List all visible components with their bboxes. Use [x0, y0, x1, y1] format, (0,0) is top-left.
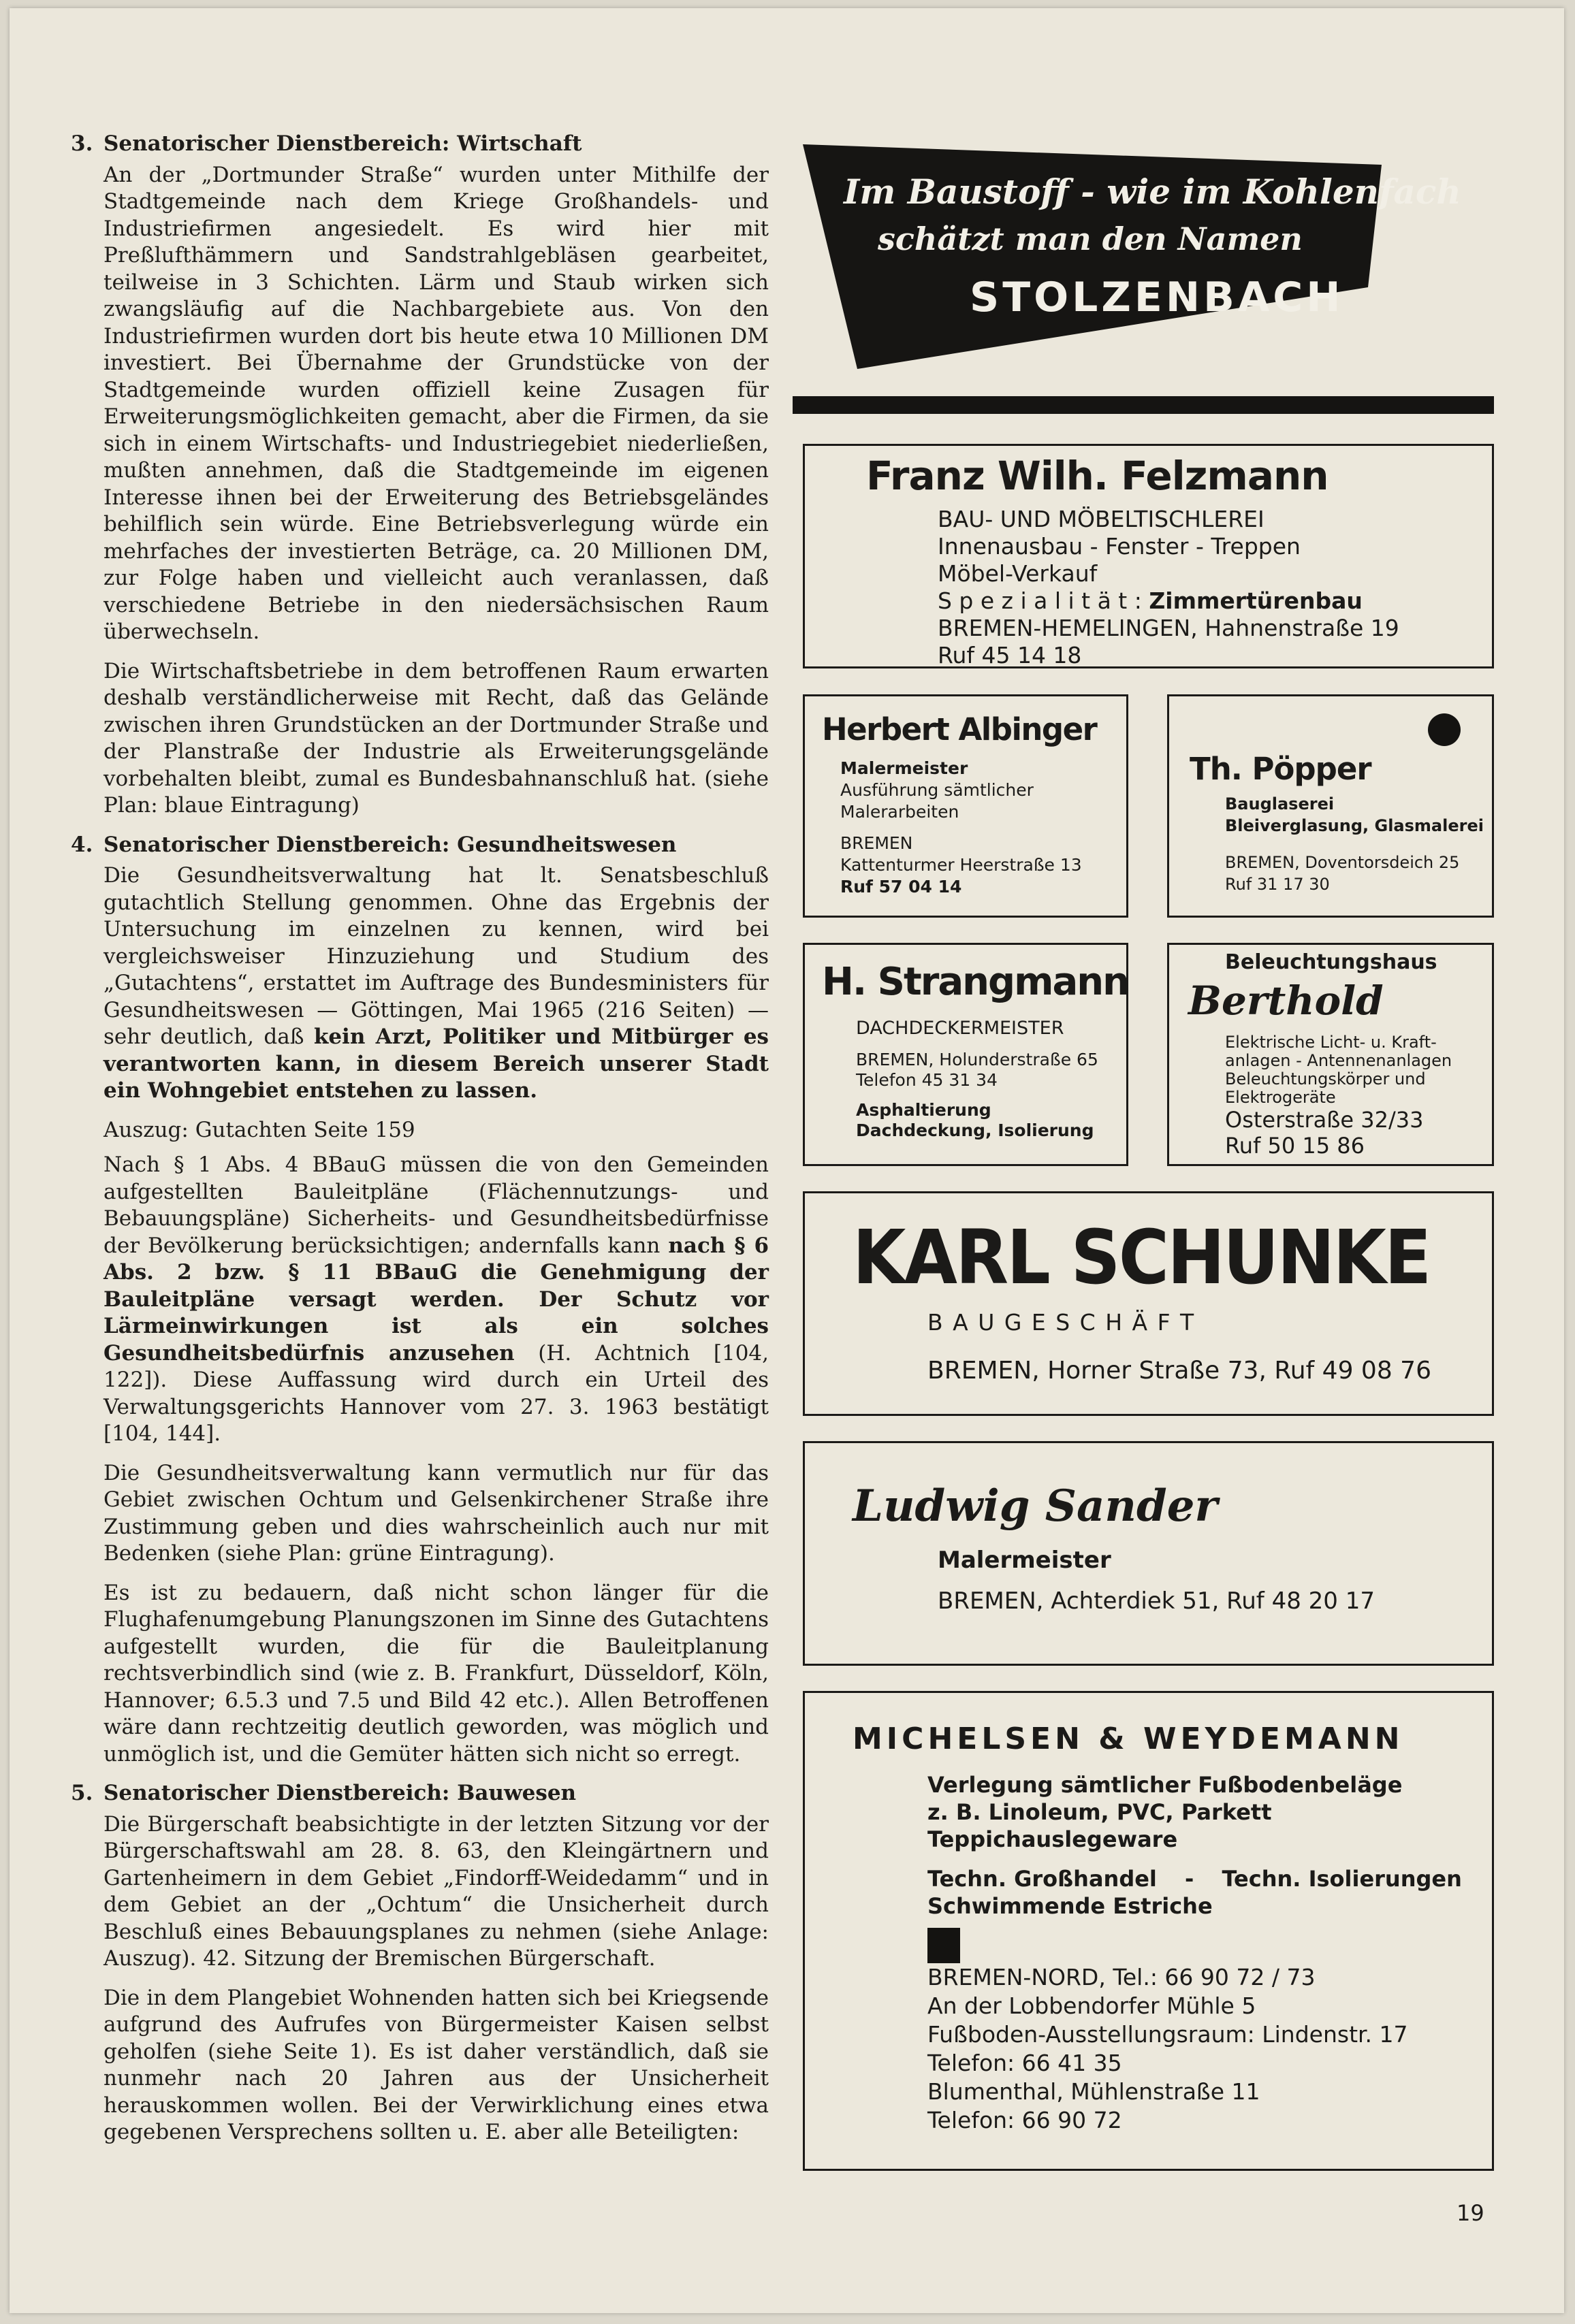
ad-felzmann	[803, 444, 1494, 668]
section-3-heading	[71, 131, 769, 158]
ad-line: DACHDECKERMEISTER	[856, 1018, 1064, 1039]
ad-line: Elektrische Licht- u. Kraft-	[1225, 1033, 1437, 1052]
ad-line	[938, 587, 1399, 615]
section-5-heading	[71, 1780, 769, 1807]
ad-stolzenbach-line1: Im Baustoff - wie im Kohlenfach	[844, 172, 1461, 212]
ad-sander	[803, 1441, 1494, 1666]
ad-line-separator: -	[1185, 1866, 1194, 1892]
ad-felzmann-body	[938, 506, 1399, 669]
ad-line: Schwimmende Estriche	[927, 1893, 1213, 1919]
ad-poepper-body	[1225, 793, 1484, 895]
ad-line: Bleiverglasung, Glasmalerei	[1225, 816, 1484, 835]
ad-line: Malermeister	[840, 758, 968, 778]
ad-sander-trade: Malermeister	[938, 1547, 1111, 1574]
paragraph: Es ist zu bedauern, daß nicht schon länger für die Flughafenumgebung Planungszonen im Sinne des Gutachtens aufgestellt wurden, die für die Bauleitplanung rechtsverbindlich sind (wie z. B. Frankfurt, Düsseldorf, Köln, Hannover; 6.5.3 und 7.5 und Bild 42 etc.). Allen Betroffenen wäre dann rechtzeitig deutlich geworden, was möglich und unmöglich ist, und die Gemüter hätten sich nicht so erregt.	[104, 1580, 769, 1766]
paragraph	[71, 1152, 769, 1448]
ad-line: BREMEN-HEMELINGEN, Hahnenstraße 19	[938, 615, 1399, 641]
paragraph: Die Gesundheitsverwaltung kann vermutlich nur für das Gebiet zwischen Ochtum und Gelsenkirchener Straße ihre Zustimmung geben und dies wahrscheinlich auch nur mit Bedenken (siehe Plan: grüne Eintragung).	[104, 1460, 769, 1566]
ad-stolzenbach-line2: schätzt man den Namen	[878, 221, 1303, 257]
section-title: Senatorischer Dienstbereich: Bauwesen	[104, 1781, 577, 1805]
ad-berthold-name: Berthold	[1188, 978, 1384, 1024]
ad-stolzenbach	[803, 144, 1461, 369]
ad-line-part: Techn. Isolierungen	[1222, 1866, 1462, 1892]
divider-bar	[793, 396, 1494, 414]
ad-line: Ruf 31 17 30	[1225, 875, 1330, 894]
ad-line: BREMEN, Holunderstraße 65	[856, 1050, 1098, 1069]
paragraph: An der „Dortmunder Straße“ wurden unter Mithilfe der Stadtgemeinde nach dem Kriege Großhandels- und Industriefirmen angesiedelt. Es wird hier mit Preßlufthämmern und Sandstrahlgebläsen gearbeitet, teilweise in 3 Schichten. Lärm und Staub wirken sich zwangsläufig auf die Nachbargebiete aus. Von den Industriefirmen wurden dort bis heute etwa 10 Millionen DM investiert. Bei Übernahme der Grundstücke von der Stadtgemeinde wurden offiziell keine Zusagen für Erweiterungsmöglichkeiten gemacht, aber die Firmen, da sie sich in einem Wirtschafts- und Industriegebiet niederließen, mußten annehmen, daß die Stadtgemeinde im eigenen Interesse ihnen bei der Erweiterung des Betriebsgeländes behilflich sein würde. Eine Betriebsverlegung würde ein mehrfaches der investierten Beträge, ca. 20 Millionen DM, zur Folge haben und vielleicht auch veranlassen, daß verschiedene Betriebe in den niedersächsischen Raum überwechseln.	[104, 162, 769, 644]
ad-berthold	[1167, 943, 1494, 1166]
ad-line: Ruf 57 04 14	[840, 877, 962, 897]
ad-line: Möbel-Verkauf	[938, 560, 1098, 587]
paragraph: Die Wirtschaftsbetriebe in dem betroffenen Raum erwarten deshalb verständlicherweise mit Recht, daß das Gelände zwischen ihren Grundstücken an der Dortmunder Straße und der Planstraße der Industrie als Erweiterungsgelände vorbehalten bleibt, zumal es Bundesbahnanschluß hat. (siehe Plan: blaue Eintragung)	[104, 658, 769, 818]
text-run: Nach § 1 Abs. 4 BBauG müssen die von den Gemeinden aufgestellten Bauleitpläne (Flächennutzungs- und Bebauungspläne) Sicherheits- und Gesundheitsbedürfnisse der Bevölkerung berücksichtigen; andernfalls kann	[104, 1152, 769, 1258]
ad-schunke	[803, 1191, 1494, 1416]
ad-berthold-head: Beleuchtungshaus	[1225, 950, 1437, 974]
ad-line: Innenausbau - Fenster - Treppen	[938, 533, 1301, 560]
ad-line: Elektrogeräte	[1225, 1088, 1336, 1107]
ad-line: Ausführung sämtlicher	[840, 780, 1034, 800]
ad-schunke-name: KARL SCHUNKE	[853, 1214, 1430, 1301]
paragraph: Die in dem Plangebiet Wohnenden hatten sich bei Kriegsende aufgrund des Aufrufes von Bürgermeister Kaisen selbst geholfen (siehe Seite 1). Es ist daher verständlich, daß sie nunmehr nach 20 Jahren aus der Unsicherheit herauskommen wollen. Bei der Verwirklichung eines etwa gegebenen Versprechens sollten u. E. aber alle Beteiligten:	[104, 1985, 769, 2144]
ad-line: z. B. Linoleum, PVC, Parkett	[927, 1799, 1272, 1825]
ad-line: Telefon 45 31 34	[856, 1070, 998, 1090]
ad-poepper	[1167, 694, 1494, 918]
ad-schunke-address: BREMEN, Horner Straße 73, Ruf 49 08 76	[927, 1357, 1431, 1385]
ad-line: Blumenthal, Mühlenstraße 11	[927, 2078, 1260, 2105]
ad-albinger-name: Herbert Albinger	[822, 711, 1097, 747]
ad-line: Verlegung sämtlicher Fußbodenbeläge	[927, 1772, 1403, 1798]
ad-line-part: Techn. Großhandel	[927, 1866, 1157, 1892]
ad-schunke-trade: B A U G E S C H Ä F T	[927, 1309, 1196, 1336]
ad-michelsen-body	[927, 1771, 1462, 2135]
ad-line: Ruf 45 14 18	[938, 642, 1082, 668]
paragraph	[71, 862, 769, 1105]
square-icon	[927, 1928, 960, 1963]
ad-line: Osterstraße 32/33	[1225, 1107, 1424, 1133]
ad-strangmann-body	[856, 1018, 1098, 1141]
text-run: (H. Achtnich [104, 122]). Diese Auffassung wird durch ein Urteil des Verwaltungsgerichts Hannover vom 27. 3. 1963 bestätigt [104, 144].	[104, 1340, 769, 1446]
ad-line: BREMEN, Doventorsdeich 25	[1225, 853, 1460, 872]
ads-column	[793, 138, 1494, 2180]
dot-icon	[1428, 713, 1461, 746]
section-title: Senatorischer Dienstbereich: Gesundheitswesen	[104, 832, 677, 857]
ad-line: BAU- UND MÖBELTISCHLEREI	[938, 506, 1264, 532]
ad-strangmann-name: H. Strangmann	[822, 960, 1128, 1004]
ad-berthold-body	[1225, 1033, 1452, 1159]
text-run: Die Gesundheitsverwaltung hat lt. Senatsbeschluß gutachtlich Stellung genommen. Ohne das Ergebnis der Untersuchung im einzelnen zu kennen, wird bei vergleichsweiser Hinzuziehung und Studium des „Gutachtens“, erstattet im Auftrage des Bundesministers für Gesundheitswesen — Göttingen, Mai 1965 (216 Seiten) — sehr deutlich, daß	[104, 863, 769, 1049]
ad-felzmann-name: Franz Wilh. Felzmann	[866, 453, 1329, 499]
ad-line: Asphaltierung	[856, 1100, 991, 1120]
article-column	[71, 131, 769, 2159]
page	[10, 8, 1564, 2313]
ad-line: anlagen - Antennenanlagen	[1225, 1051, 1452, 1070]
bold-text: nach § 6 Abs. 2 bzw. § 11 BBauG die Genehmigung der Bauleitpläne versagt werden. Der Schutz vor Lärmeinwirkungen ist als ein solches Gesundheitsbedürfnis anzusehen	[104, 1233, 769, 1366]
ad-line: Teppichauslegeware	[927, 1826, 1178, 1852]
ad-line: Telefon: 66 41 35	[927, 2050, 1122, 2076]
bold-text: kein Arzt, Politiker und Mitbürger es verantworten kann, in diesem Bereich unserer Stadt ein Wohngebiet entstehen zu lassen.	[104, 1024, 769, 1103]
section-number: 4.	[71, 832, 93, 857]
ad-albinger	[803, 694, 1128, 918]
ad-strangmann	[803, 943, 1128, 1166]
ad-line: Beleuchtungskörper und	[1225, 1069, 1426, 1088]
ad-line: BREMEN-NORD, Tel.: 66 90 72 / 73	[927, 1964, 1316, 1990]
ad-poepper-name: Th. Pöpper	[1190, 751, 1371, 787]
ad-sander-address: BREMEN, Achterdiek 51, Ruf 48 20 17	[938, 1587, 1375, 1615]
section-4-heading	[71, 832, 769, 859]
ad-albinger-body	[840, 758, 1082, 898]
paragraph: Die Bürgerschaft beabsichtigte in der letzten Sitzung vor der Bürgerschaftswahl am 28. 8. 63, den Kleingärtnern und Gartenheimern in dem Gebiet „Findorff-Weidedamm“ und in dem Gebiet an der „Ochtum“ die Unsicherheit durch Beschluß eines Bebauungsplanes zu nehmen (siehe Anlage: Auszug). 42. Sitzung der Bremischen Bürgerschaft.	[104, 1811, 769, 1971]
section-title: Senatorischer Dienstbereich: Wirtschaft	[104, 131, 582, 156]
ad-line: Ruf 50 15 86	[1225, 1133, 1365, 1159]
section-number: 5.	[71, 1781, 93, 1805]
ad-line: Fußboden-Ausstellungsraum: Lindenstr. 17	[927, 2021, 1408, 2048]
paragraph: Auszug: Gutachten Seite 159	[104, 1117, 415, 1142]
ad-stolzenbach-name: STOLZENBACH	[970, 274, 1344, 321]
ad-line	[927, 1865, 1462, 1892]
ad-line: Telefon: 66 90 72	[927, 2107, 1122, 2133]
ad-line: Kattenturmer Heerstraße 13	[840, 855, 1082, 875]
ad-line: Malerarbeiten	[840, 802, 959, 822]
ad-line-bold: Zimmertürenbau	[1149, 587, 1363, 614]
page-number: 19	[1457, 2200, 1484, 2226]
ad-line: An der Lobbendorfer Mühle 5	[927, 1992, 1256, 2019]
section-number: 3.	[71, 131, 93, 156]
ad-michelsen	[803, 1691, 1494, 2171]
ad-line: Bauglaserei	[1225, 794, 1335, 813]
ad-michelsen-name: MICHELSEN & WEYDEMANN	[853, 1722, 1404, 1756]
ad-line: Dachdeckung, Isolierung	[856, 1120, 1094, 1140]
ad-line-label: S p e z i a l i t ä t :	[938, 587, 1142, 614]
ad-line: BREMEN	[840, 833, 913, 853]
ad-sander-name: Ludwig Sander	[853, 1481, 1218, 1532]
